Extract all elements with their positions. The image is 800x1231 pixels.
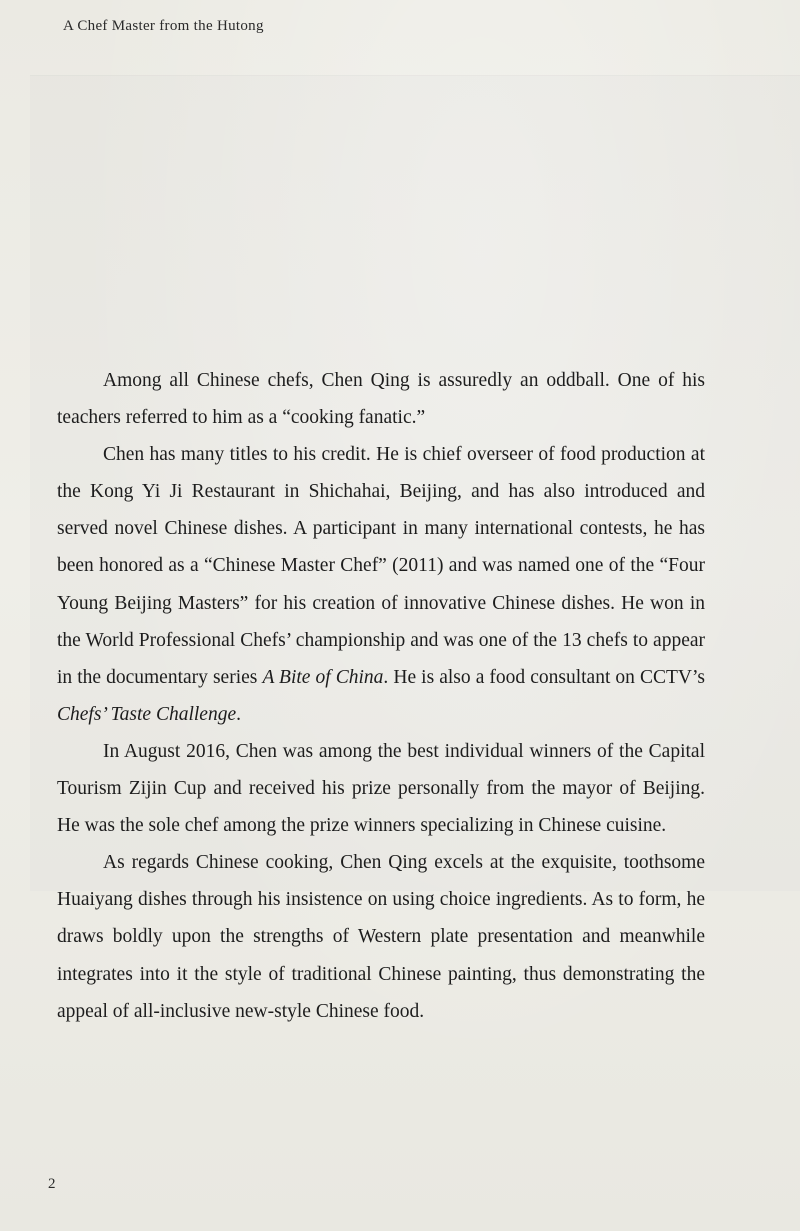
paragraph [57,844,705,1029]
running-head: A Chef Master from the Hutong [63,18,264,34]
text-segment: . He is also a food consultant on CCTV’s [383,666,705,688]
text-segment: As regards Chinese cooking, Chen Qing excels at the exquisite, toothsome Huaiyang dishes through his insistence on using choice ingredients. As to form, he draws boldly upon the strengths of Western plate presentation and meanwhile integrates into it the style of traditional Chinese painting, thus demonstrating the appeal of all-inclusive new-style Chinese food. [57,852,705,1022]
text-segment: Chen has many titles to his credit. He is chief overseer of food production at the Kong Yi Ji Restaurant in Shichahai, Beijing, and has also introduced and served novel Chinese dishes. A participant in many international contests, he has been honored as a “Chinese Master Chef” (2011) and was named one of the “Four Young Beijing Masters” for his creation of innovative Chinese dishes. He won in the World Professional Chefs’ championship and was one of the 13 chefs to appear in the documentary series [57,444,705,688]
italic-title: Chefs’ Taste Challenge [57,703,237,725]
text-segment: Among all Chinese chefs, Chen Qing is assuredly an oddball. One of his teachers referred to him as a “cooking fanatic.” [57,370,705,429]
text-segment: . [236,703,241,725]
paragraph [57,733,705,844]
body-text [57,362,705,1030]
italic-title: A Bite of China [262,666,384,688]
paragraph [57,362,705,436]
page-number: 2 [48,1176,56,1192]
paragraph [57,436,705,733]
text-segment: In August 2016, Chen was among the best individual winners of the Capital Tourism Zijin Cup and received his prize personally from the mayor of Beijing. He was the sole chef among the prize winners specializing in Chinese cuisine. [57,740,705,837]
